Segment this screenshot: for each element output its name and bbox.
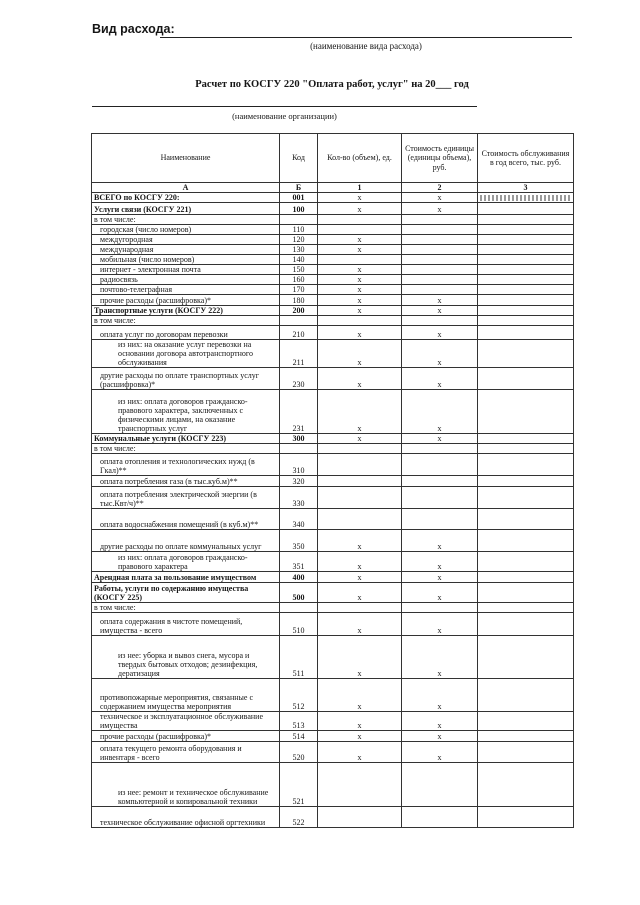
cell-c1: x [318, 731, 402, 742]
cell-name: из нее: уборка и вывоз снега, мусора и твердых бытовых отходов; дезинфекция, дератизация [92, 636, 280, 679]
cell-code: 230 [280, 368, 318, 390]
cell-c1: x [318, 265, 402, 275]
cell-name: оплата отопления и технологических нужд (в Гкал)** [92, 454, 280, 476]
cell-name: другие расходы по оплате коммунальных услуг [92, 530, 280, 552]
cell-name: в том числе: [92, 215, 280, 225]
cell-c2: x [402, 636, 478, 679]
cell-c1: x [318, 742, 402, 763]
cell-code: 100 [280, 203, 318, 215]
cell-code: 512 [280, 679, 318, 712]
table-row [92, 255, 574, 265]
cell-name: междугородная [92, 235, 280, 245]
expense-type-caption: (наименование вида расхода) [310, 41, 422, 51]
cell-c1: x [318, 636, 402, 679]
cell-name: прочие расходы (расшифровка)* [92, 731, 280, 742]
cell-c1 [318, 807, 402, 828]
table-row [92, 306, 574, 316]
table-row [92, 444, 574, 454]
cell-c3 [478, 368, 574, 390]
cell-code [280, 215, 318, 225]
cell-c1 [318, 509, 402, 530]
cell-name: прочие расходы (расшифровка)* [92, 295, 280, 306]
cell-name: оплата потребления газа (в тыс.куб.м)** [92, 476, 280, 487]
cell-c3 [478, 326, 574, 340]
table-row [92, 368, 574, 390]
cell-code: 511 [280, 636, 318, 679]
cell-c2 [402, 807, 478, 828]
cell-code: 120 [280, 235, 318, 245]
cell-name: оплата водоснабжения помещений (в куб.м)** [92, 509, 280, 530]
cell-c2: x [402, 742, 478, 763]
cell-code: 231 [280, 390, 318, 434]
cell-c3 [478, 203, 574, 215]
cell-c3 [478, 193, 574, 203]
cell-code: 110 [280, 225, 318, 235]
cell-c1: x [318, 326, 402, 340]
document-title: Расчет по КОСГУ 220 "Оплата работ, услуг" на 20___ год [195, 79, 469, 90]
cell-code: 514 [280, 731, 318, 742]
column-letter: 3 [478, 183, 574, 193]
cell-c2: x [402, 731, 478, 742]
cell-c3 [478, 316, 574, 326]
cell-c1 [318, 454, 402, 476]
cell-c1: x [318, 285, 402, 295]
cell-name: техническое и эксплуатационное обслуживание имущества [92, 712, 280, 731]
table-row [92, 326, 574, 340]
cell-name: из них: на оказание услуг перевозки на основании договора автотранспортного обслуживания [92, 340, 280, 368]
cell-name: противопожарные мероприятия, связанные с содержанием имущества мероприятия [92, 679, 280, 712]
cell-c1 [318, 215, 402, 225]
hatched-fill [480, 195, 571, 201]
table-row [92, 285, 574, 295]
cell-name: техническое обслуживание офисной оргтехники [92, 807, 280, 828]
cell-name: из них: оплата договоров гражданско-правового характера [92, 552, 280, 572]
cell-name: из них: оплата договоров гражданско-правового характера, заключенных с физическими лицами, на оказание транспортных услуг [92, 390, 280, 434]
cell-name: оплата потребления электрической энергии (в тыс.Квт/ч)** [92, 487, 280, 509]
cell-code: 210 [280, 326, 318, 340]
cell-c2 [402, 603, 478, 613]
cell-code [280, 316, 318, 326]
cell-c1: x [318, 390, 402, 434]
cell-code: 200 [280, 306, 318, 316]
cell-c1 [318, 487, 402, 509]
cell-c1: x [318, 235, 402, 245]
cell-c1: x [318, 530, 402, 552]
organization-underline [92, 106, 477, 107]
cell-c3 [478, 265, 574, 275]
cell-c1 [318, 225, 402, 235]
cell-c3 [478, 215, 574, 225]
cell-c3 [478, 444, 574, 454]
cell-c3 [478, 476, 574, 487]
table-row [92, 583, 574, 603]
calculation-table [91, 133, 574, 828]
cell-code: 400 [280, 572, 318, 583]
table-row [92, 487, 574, 509]
cell-code: 513 [280, 712, 318, 731]
cell-code: 350 [280, 530, 318, 552]
table-row [92, 603, 574, 613]
cell-c3 [478, 613, 574, 636]
cell-c3 [478, 712, 574, 731]
cell-c3 [478, 742, 574, 763]
cell-c1: x [318, 572, 402, 583]
table-row [92, 434, 574, 444]
cell-c3 [478, 295, 574, 306]
table-row [92, 572, 574, 583]
cell-name: городская (число номеров) [92, 225, 280, 235]
cell-c3 [478, 285, 574, 295]
cell-c3 [478, 306, 574, 316]
table-row [92, 807, 574, 828]
cell-c2 [402, 487, 478, 509]
table-row [92, 742, 574, 763]
table-row [92, 636, 574, 679]
cell-c2: x [402, 306, 478, 316]
table-row [92, 530, 574, 552]
cell-c2: x [402, 368, 478, 390]
column-letter: 2 [402, 183, 478, 193]
column-header-unit-cost: Стоимость единицы (единицы объема), руб. [402, 134, 478, 183]
cell-name: Коммунальные услуги (КОСГУ 223) [92, 434, 280, 444]
table-row [92, 193, 574, 203]
cell-c1: x [318, 203, 402, 215]
cell-c2 [402, 444, 478, 454]
cell-code: 001 [280, 193, 318, 203]
table-row [92, 613, 574, 636]
cell-c2: x [402, 295, 478, 306]
cell-c2 [402, 275, 478, 285]
cell-c3 [478, 583, 574, 603]
cell-name: из нее: ремонт и техническое обслуживание компьютерной и копировальной техники [92, 763, 280, 807]
cell-c2 [402, 225, 478, 235]
cell-code [280, 603, 318, 613]
cell-c3 [478, 487, 574, 509]
cell-name: мобильная (число номеров) [92, 255, 280, 265]
cell-c2: x [402, 679, 478, 712]
cell-c1 [318, 444, 402, 454]
cell-c3 [478, 807, 574, 828]
cell-c3 [478, 275, 574, 285]
cell-c2 [402, 285, 478, 295]
table-row [92, 454, 574, 476]
cell-c2: x [402, 326, 478, 340]
cell-c2: x [402, 613, 478, 636]
cell-name: международная [92, 245, 280, 255]
cell-c3 [478, 530, 574, 552]
cell-c2 [402, 316, 478, 326]
cell-c2 [402, 265, 478, 275]
cell-c1: x [318, 306, 402, 316]
cell-name: в том числе: [92, 603, 280, 613]
cell-c2: x [402, 434, 478, 444]
cell-code: 180 [280, 295, 318, 306]
cell-code: 300 [280, 434, 318, 444]
table-row [92, 679, 574, 712]
column-header-annual-cost: Стоимость обслуживания в год всего, тыс. руб. [478, 134, 574, 183]
cell-name: в том числе: [92, 444, 280, 454]
column-letter: Б [280, 183, 318, 193]
cell-c1: x [318, 295, 402, 306]
cell-name: ВСЕГО по КОСГУ 220: [92, 193, 280, 203]
cell-code: 150 [280, 265, 318, 275]
column-letters-row [92, 183, 574, 193]
cell-c2 [402, 255, 478, 265]
cell-c1: x [318, 193, 402, 203]
table-row [92, 340, 574, 368]
cell-c2: x [402, 530, 478, 552]
cell-c1: x [318, 275, 402, 285]
table-row [92, 203, 574, 215]
cell-c2: x [402, 193, 478, 203]
cell-c3 [478, 731, 574, 742]
cell-code: 510 [280, 613, 318, 636]
expense-type-underline [160, 37, 572, 38]
cell-c2: x [402, 340, 478, 368]
cell-name: радиосвязь [92, 275, 280, 285]
column-header-code: Код [280, 134, 318, 183]
table-row [92, 215, 574, 225]
cell-c2: x [402, 390, 478, 434]
table-row [92, 712, 574, 731]
cell-c1: x [318, 613, 402, 636]
cell-c3 [478, 225, 574, 235]
cell-code: 130 [280, 245, 318, 255]
table-row [92, 390, 574, 434]
cell-c1: x [318, 368, 402, 390]
cell-name: другие расходы по оплате транспортных услуг (расшифровка)* [92, 368, 280, 390]
table-row [92, 731, 574, 742]
organization-caption: (наименование организации) [232, 111, 337, 121]
table-row [92, 235, 574, 245]
cell-c2: x [402, 572, 478, 583]
cell-name: в том числе: [92, 316, 280, 326]
column-header-quantity: Кол-во (объем), ед. [318, 134, 402, 183]
cell-c3 [478, 390, 574, 434]
cell-c1 [318, 255, 402, 265]
table-row [92, 295, 574, 306]
cell-c3 [478, 245, 574, 255]
cell-name: Работы, услуги по содержанию имущества (КОСГУ 225) [92, 583, 280, 603]
cell-code: 170 [280, 285, 318, 295]
cell-code: 211 [280, 340, 318, 368]
cell-c2 [402, 509, 478, 530]
table-row [92, 552, 574, 572]
cell-name: оплата содержания в чистоте помещений, имущества - всего [92, 613, 280, 636]
cell-code: 521 [280, 763, 318, 807]
cell-code: 340 [280, 509, 318, 530]
table-row [92, 245, 574, 255]
cell-c2 [402, 215, 478, 225]
cell-c3 [478, 636, 574, 679]
cell-c3 [478, 235, 574, 245]
cell-name: Услуги связи (КОСГУ 221) [92, 203, 280, 215]
cell-code: 320 [280, 476, 318, 487]
cell-c3 [478, 434, 574, 444]
table-row [92, 275, 574, 285]
cell-code: 310 [280, 454, 318, 476]
cell-c1: x [318, 712, 402, 731]
cell-c1: x [318, 434, 402, 444]
cell-c3 [478, 679, 574, 712]
table-row [92, 225, 574, 235]
cell-name: оплата услуг по договорам перевозки [92, 326, 280, 340]
cell-c1 [318, 763, 402, 807]
table-row [92, 763, 574, 807]
cell-c3 [478, 763, 574, 807]
cell-name: почтово-телеграфная [92, 285, 280, 295]
cell-code: 522 [280, 807, 318, 828]
cell-c2 [402, 763, 478, 807]
cell-c2: x [402, 583, 478, 603]
cell-c1 [318, 603, 402, 613]
column-header-name: Наименование [92, 134, 280, 183]
cell-c2: x [402, 552, 478, 572]
cell-c3 [478, 552, 574, 572]
cell-c1: x [318, 552, 402, 572]
expense-type-label: Вид расхода: [92, 22, 175, 36]
cell-code: 160 [280, 275, 318, 285]
column-letter: 1 [318, 183, 402, 193]
cell-name: интернет - электронная почта [92, 265, 280, 275]
cell-code: 330 [280, 487, 318, 509]
cell-name: Арендная плата за пользование имуществом [92, 572, 280, 583]
cell-c1 [318, 476, 402, 487]
table-row [92, 476, 574, 487]
cell-c2: x [402, 712, 478, 731]
cell-c1: x [318, 583, 402, 603]
cell-c3 [478, 572, 574, 583]
cell-c1: x [318, 679, 402, 712]
cell-c2 [402, 476, 478, 487]
cell-code: 351 [280, 552, 318, 572]
table-row [92, 509, 574, 530]
column-letter: А [92, 183, 280, 193]
cell-code: 500 [280, 583, 318, 603]
cell-code [280, 444, 318, 454]
cell-name: Транспортные услуги (КОСГУ 222) [92, 306, 280, 316]
cell-name: оплата текущего ремонта оборудования и инвентаря - всего [92, 742, 280, 763]
cell-c3 [478, 255, 574, 265]
cell-c2: x [402, 203, 478, 215]
cell-c1: x [318, 340, 402, 368]
cell-c2 [402, 235, 478, 245]
table-row [92, 316, 574, 326]
cell-c1 [318, 316, 402, 326]
cell-code: 520 [280, 742, 318, 763]
cell-c3 [478, 340, 574, 368]
cell-c3 [478, 603, 574, 613]
cell-code: 140 [280, 255, 318, 265]
cell-c2 [402, 245, 478, 255]
cell-c1: x [318, 245, 402, 255]
table-header-row [92, 134, 574, 183]
cell-c3 [478, 454, 574, 476]
cell-c3 [478, 509, 574, 530]
cell-c2 [402, 454, 478, 476]
table-row [92, 265, 574, 275]
